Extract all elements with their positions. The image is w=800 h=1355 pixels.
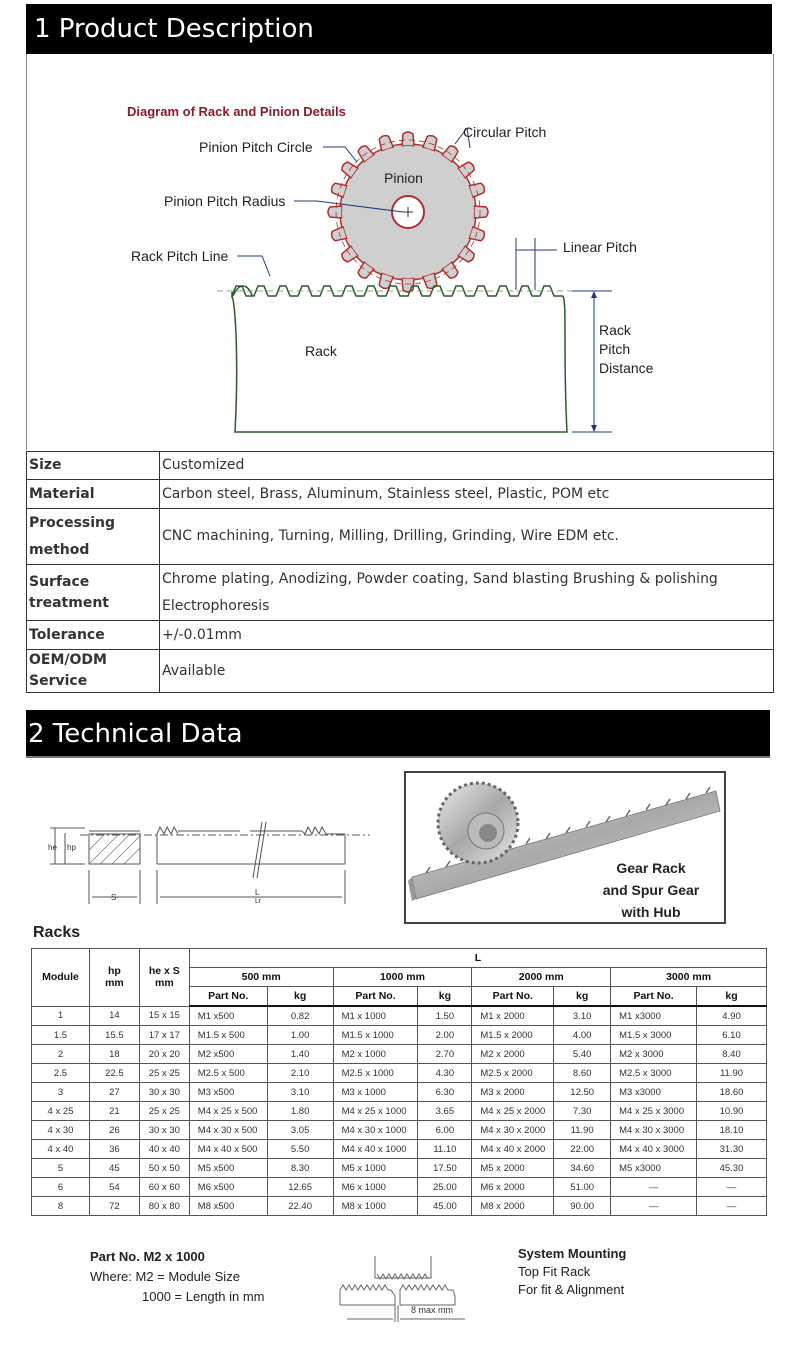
rack-cell-p1000: M2.5 x 1000 bbox=[333, 1064, 418, 1083]
rack-row bbox=[32, 1006, 767, 1026]
rack-cell-p500: M4 x 30 x 500 bbox=[189, 1121, 267, 1140]
col-hes bbox=[139, 949, 189, 1007]
rack-cell-p1000: M4 x 25 x 1000 bbox=[333, 1102, 418, 1121]
rack-cell-p2000: M1 x 2000 bbox=[472, 1006, 554, 1026]
col-1000mm: 1000 mm bbox=[333, 968, 472, 987]
rack-cell-p500: M4 x 40 x 500 bbox=[189, 1140, 267, 1159]
rack-cell-module: 2 bbox=[32, 1045, 90, 1064]
rack-cell-p1000: M3 x 1000 bbox=[333, 1083, 418, 1102]
mounting-gap-label: 8 max mm bbox=[411, 1305, 454, 1315]
rack-cell-module: 3 bbox=[32, 1083, 90, 1102]
rack-cell-k3000: 18.10 bbox=[697, 1121, 767, 1140]
col-hes-label: he x S bbox=[148, 965, 180, 978]
racks-title: Racks bbox=[33, 924, 81, 941]
rack-cell-hes: 25 x 25 bbox=[139, 1064, 189, 1083]
rack-cell-p3000: M2.5 x 3000 bbox=[611, 1064, 697, 1083]
rack-cell-p500: M8 x500 bbox=[189, 1197, 267, 1216]
rack-cell-module: 8 bbox=[32, 1197, 90, 1216]
col-module: Module bbox=[32, 949, 90, 1007]
mounting-title: System Mounting bbox=[518, 1246, 627, 1261]
spec-key: Size bbox=[27, 452, 160, 480]
rack-cell-k2000: 22.00 bbox=[554, 1140, 611, 1159]
caption-line3: with Hub bbox=[621, 904, 681, 920]
label-circular-pitch: Circular Pitch bbox=[463, 124, 547, 140]
spec-key: Surface treatment bbox=[27, 565, 160, 621]
rack-cell-k500: 3.10 bbox=[267, 1083, 333, 1102]
rack-cell-hes: 15 x 15 bbox=[139, 1006, 189, 1026]
caption-line2: and Spur Gear bbox=[602, 882, 700, 898]
spec-value: CNC machining, Turning, Milling, Drilling, Grinding, Wire EDM etc. bbox=[160, 509, 774, 565]
rack-cell-k500: 5.50 bbox=[267, 1140, 333, 1159]
col-kg: kg bbox=[267, 987, 333, 1007]
rack-cell-k500: 1.00 bbox=[267, 1026, 333, 1045]
rack-cell-hes: 20 x 20 bbox=[139, 1045, 189, 1064]
rack-row bbox=[32, 1064, 767, 1083]
rack-cell-k1000: 11.10 bbox=[418, 1140, 472, 1159]
rack-cell-hp: 21 bbox=[89, 1102, 139, 1121]
rack-cell-p2000: M1.5 x 2000 bbox=[472, 1026, 554, 1045]
rack-cell-hes: 30 x 30 bbox=[139, 1083, 189, 1102]
rack-cell-k1000: 45.00 bbox=[418, 1197, 472, 1216]
rack-row bbox=[32, 1140, 767, 1159]
rack-cell-k1000: 1.50 bbox=[418, 1006, 472, 1026]
rack-row bbox=[32, 1121, 767, 1140]
mounting-drawing bbox=[335, 1250, 475, 1330]
rack-cell-p3000: M4 x 25 x 3000 bbox=[611, 1102, 697, 1121]
rack-cell-k2000: 90.00 bbox=[554, 1197, 611, 1216]
rack-row bbox=[32, 1178, 767, 1197]
rack-cell-p3000: M4 x 40 x 3000 bbox=[611, 1140, 697, 1159]
spec-row bbox=[27, 650, 774, 693]
col-hes-unit: mm bbox=[154, 977, 174, 990]
mounting-graphic bbox=[335, 1250, 475, 1330]
spec-value: Carbon steel, Brass, Aluminum, Stainless steel, Plastic, POM etc bbox=[160, 480, 774, 509]
col-L: L bbox=[189, 949, 766, 968]
col-part-no: Part No. bbox=[333, 987, 418, 1007]
rack-cell-hp: 27 bbox=[89, 1083, 139, 1102]
rack-cell-k2000: 8.60 bbox=[554, 1064, 611, 1083]
rack-cell-k1000: 3.65 bbox=[418, 1102, 472, 1121]
rack-cell-hp: 26 bbox=[89, 1121, 139, 1140]
rack-row bbox=[32, 1159, 767, 1178]
spec-row bbox=[27, 452, 774, 480]
rack-cell-p500: M3 x500 bbox=[189, 1083, 267, 1102]
rack-row bbox=[32, 1045, 767, 1064]
col-500mm: 500 mm bbox=[189, 968, 333, 987]
diagram-title: Diagram of Rack and Pinion Details bbox=[127, 104, 346, 119]
rack-cell-hp: 45 bbox=[89, 1159, 139, 1178]
spec-row bbox=[27, 480, 774, 509]
rack-cell-k3000: 18.60 bbox=[697, 1083, 767, 1102]
section-header-technical-data bbox=[26, 710, 770, 758]
dim-lr: Lr bbox=[255, 898, 262, 905]
col-kg: kg bbox=[554, 987, 611, 1007]
rack-cell-hp: 72 bbox=[89, 1197, 139, 1216]
rack-cell-k1000: 2.70 bbox=[418, 1045, 472, 1064]
rack-dimension-drawing bbox=[40, 800, 380, 915]
rack-cell-p500: M2.5 x 500 bbox=[189, 1064, 267, 1083]
rack-cell-p3000: M1.5 x 3000 bbox=[611, 1026, 697, 1045]
col-2000mm: 2000 mm bbox=[472, 968, 611, 987]
rack-cell-k500: 1.40 bbox=[267, 1045, 333, 1064]
rack-cell-p3000: M4 x 30 x 3000 bbox=[611, 1121, 697, 1140]
spec-key: Material bbox=[27, 480, 160, 509]
spec-key: Processing method bbox=[27, 509, 160, 565]
rack-cell-k3000: — bbox=[697, 1178, 767, 1197]
rack-cell-hp: 36 bbox=[89, 1140, 139, 1159]
rack-cell-k2000: 11.90 bbox=[554, 1121, 611, 1140]
label-rack-pitch-distance-line3: Distance bbox=[599, 360, 654, 376]
dim-hp: hp bbox=[67, 843, 76, 852]
col-part-no: Part No. bbox=[189, 987, 267, 1007]
col-part-no: Part No. bbox=[472, 987, 554, 1007]
rack-cell-p1000: M6 x 1000 bbox=[333, 1178, 418, 1197]
spec-key: OEM/ODM Service bbox=[27, 650, 160, 693]
rack-cell-p1000: M2 x 1000 bbox=[333, 1045, 418, 1064]
section-header-product-description bbox=[26, 4, 772, 54]
rack-cell-p500: M1.5 x 500 bbox=[189, 1026, 267, 1045]
racks-table bbox=[31, 948, 767, 1216]
rack-cell-module: 4 x 25 bbox=[32, 1102, 90, 1121]
rack-cell-k1000: 4.30 bbox=[418, 1064, 472, 1083]
rack-cell-p3000: — bbox=[611, 1178, 697, 1197]
rack-row bbox=[32, 1102, 767, 1121]
label-pinion-pitch-radius: Pinion Pitch Radius bbox=[164, 193, 286, 209]
rack-cell-k500: 1.80 bbox=[267, 1102, 333, 1121]
rack-cell-p500: M4 x 25 x 500 bbox=[189, 1102, 267, 1121]
spec-row bbox=[27, 509, 774, 565]
rack-cell-p500: M2 x500 bbox=[189, 1045, 267, 1064]
rack-cell-p2000: M4 x 40 x 2000 bbox=[472, 1140, 554, 1159]
label-rack-pitch-distance bbox=[599, 321, 653, 378]
rack-cell-hes: 25 x 25 bbox=[139, 1102, 189, 1121]
spec-row bbox=[27, 565, 774, 621]
rack-row bbox=[32, 1026, 767, 1045]
spec-table bbox=[26, 451, 774, 693]
rack-cell-p500: M5 x500 bbox=[189, 1159, 267, 1178]
mounting-line1: Top Fit Rack bbox=[518, 1264, 591, 1279]
rack-cell-k500: 12.65 bbox=[267, 1178, 333, 1197]
rack-cell-k1000: 17.50 bbox=[418, 1159, 472, 1178]
spec-value: Available bbox=[160, 650, 774, 693]
rack-cell-k1000: 6.30 bbox=[418, 1083, 472, 1102]
rack-cell-p2000: M2 x 2000 bbox=[472, 1045, 554, 1064]
rack-cell-p2000: M2.5 x 2000 bbox=[472, 1064, 554, 1083]
col-part-no: Part No. bbox=[611, 987, 697, 1007]
rack-cell-p2000: M5 x 2000 bbox=[472, 1159, 554, 1178]
rack-cell-p3000: — bbox=[611, 1197, 697, 1216]
col-hp-label: hp bbox=[108, 965, 121, 978]
rack-cell-k500: 22.40 bbox=[267, 1197, 333, 1216]
section-title: 1 Product Description bbox=[34, 14, 314, 44]
rack-cell-k500: 2.10 bbox=[267, 1064, 333, 1083]
rack-cell-k2000: 51.00 bbox=[554, 1178, 611, 1197]
racks-table-body bbox=[32, 1006, 767, 1216]
rack-cell-k500: 8.30 bbox=[267, 1159, 333, 1178]
rack-cell-hp: 18 bbox=[89, 1045, 139, 1064]
rack-cell-p3000: M5 x3000 bbox=[611, 1159, 697, 1178]
label-rack-pitch-line: Rack Pitch Line bbox=[131, 248, 229, 264]
rack-cell-p1000: M4 x 40 x 1000 bbox=[333, 1140, 418, 1159]
label-rack: Rack bbox=[305, 343, 337, 359]
rack-cell-k3000: 8.40 bbox=[697, 1045, 767, 1064]
rack-cell-p3000: M3 x3000 bbox=[611, 1083, 697, 1102]
rack-cell-k2000: 3.10 bbox=[554, 1006, 611, 1026]
rack-cell-p3000: M2 x 3000 bbox=[611, 1045, 697, 1064]
rack-cell-k1000: 2.00 bbox=[418, 1026, 472, 1045]
rack-cell-module: 2.5 bbox=[32, 1064, 90, 1083]
mounting-line2: For fit & Alignment bbox=[518, 1282, 625, 1297]
rack-cell-module: 5 bbox=[32, 1159, 90, 1178]
label-rack-pitch-distance-line2: Pitch bbox=[599, 341, 631, 357]
rack-cell-p1000: M4 x 30 x 1000 bbox=[333, 1121, 418, 1140]
rack-cell-hp: 14 bbox=[89, 1006, 139, 1026]
rack-cell-p2000: M4 x 25 x 2000 bbox=[472, 1102, 554, 1121]
rack-cell-k2000: 5.40 bbox=[554, 1045, 611, 1064]
rack-cell-k500: 3.05 bbox=[267, 1121, 333, 1140]
caption-line1: Gear Rack bbox=[616, 860, 686, 876]
dim-s: S bbox=[111, 893, 117, 902]
section-title: 2 Technical Data bbox=[28, 719, 243, 749]
rack-cell-k1000: 25.00 bbox=[418, 1178, 472, 1197]
rack-cell-hes: 50 x 50 bbox=[139, 1159, 189, 1178]
gear-rack-photo bbox=[404, 771, 726, 924]
label-pinion: Pinion bbox=[384, 170, 423, 186]
spec-value: +/-0.01mm bbox=[160, 621, 774, 650]
spec-row bbox=[27, 621, 774, 650]
rack-cell-hp: 15.5 bbox=[89, 1026, 139, 1045]
rack-cell-k3000: 10.90 bbox=[697, 1102, 767, 1121]
rack-cell-k3000: 45.30 bbox=[697, 1159, 767, 1178]
rack-cell-k2000: 4.00 bbox=[554, 1026, 611, 1045]
rack-cell-module: 1.5 bbox=[32, 1026, 90, 1045]
label-pinion-pitch-circle: Pinion Pitch Circle bbox=[199, 139, 313, 155]
dim-l: L bbox=[255, 888, 260, 897]
rack-cell-p500: M6 x500 bbox=[189, 1178, 267, 1197]
rack-cell-k1000: 6.00 bbox=[418, 1121, 472, 1140]
part-note-title: Part No. M2 x 1000 bbox=[90, 1249, 205, 1264]
rack-cell-k3000: 31.30 bbox=[697, 1140, 767, 1159]
rack-cell-p2000: M4 x 30 x 2000 bbox=[472, 1121, 554, 1140]
rack-dimension-graphic bbox=[40, 800, 380, 915]
col-kg: kg bbox=[418, 987, 472, 1007]
rack-cell-module: 6 bbox=[32, 1178, 90, 1197]
rack-cell-p2000: M3 x 2000 bbox=[472, 1083, 554, 1102]
rack-cell-hes: 40 x 40 bbox=[139, 1140, 189, 1159]
rack-cell-k3000: — bbox=[697, 1197, 767, 1216]
col-hp-unit: mm bbox=[105, 977, 124, 990]
rack-cell-k3000: 6.10 bbox=[697, 1026, 767, 1045]
rack-cell-k3000: 4.90 bbox=[697, 1006, 767, 1026]
rack-cell-p3000: M1 x3000 bbox=[611, 1006, 697, 1026]
rack-cell-hes: 30 x 30 bbox=[139, 1121, 189, 1140]
spec-value: Chrome plating, Anodizing, Powder coating, Sand blasting Brushing & polishing Electrophoresis bbox=[160, 565, 774, 621]
rack-cell-k3000: 11.90 bbox=[697, 1064, 767, 1083]
rack-cell-hp: 54 bbox=[89, 1178, 139, 1197]
label-rack-pitch-distance-line1: Rack bbox=[599, 322, 631, 338]
dim-he: he bbox=[48, 843, 57, 852]
part-note-line1: Where: M2 = Module Size bbox=[90, 1269, 240, 1284]
rack-cell-p1000: M1.5 x 1000 bbox=[333, 1026, 418, 1045]
col-3000mm: 3000 mm bbox=[611, 968, 767, 987]
rack-cell-module: 4 x 40 bbox=[32, 1140, 90, 1159]
rack-cell-hes: 60 x 60 bbox=[139, 1178, 189, 1197]
spec-key: Tolerance bbox=[27, 621, 160, 650]
rack-cell-hp: 22.5 bbox=[89, 1064, 139, 1083]
system-mounting-note bbox=[518, 1245, 626, 1299]
rack-row bbox=[32, 1083, 767, 1102]
col-hp bbox=[89, 949, 139, 1007]
rack-cell-hes: 17 x 17 bbox=[139, 1026, 189, 1045]
rack-cell-hes: 80 x 80 bbox=[139, 1197, 189, 1216]
rack-cell-p500: M1 x500 bbox=[189, 1006, 267, 1026]
rack-cell-p1000: M1 x 1000 bbox=[333, 1006, 418, 1026]
spec-value: Customized bbox=[160, 452, 774, 480]
col-kg: kg bbox=[697, 987, 767, 1007]
rack-cell-k500: 0.82 bbox=[267, 1006, 333, 1026]
label-linear-pitch: Linear Pitch bbox=[563, 239, 637, 255]
rack-cell-p2000: M8 x 2000 bbox=[472, 1197, 554, 1216]
part-note-line2: 1000 = Length in mm bbox=[142, 1289, 265, 1304]
rack-cell-p1000: M5 x 1000 bbox=[333, 1159, 418, 1178]
rack-cell-p2000: M6 x 2000 bbox=[472, 1178, 554, 1197]
rack-row bbox=[32, 1197, 767, 1216]
rack-cell-k2000: 12.50 bbox=[554, 1083, 611, 1102]
rack-cell-module: 4 x 30 bbox=[32, 1121, 90, 1140]
rack-cell-p1000: M8 x 1000 bbox=[333, 1197, 418, 1216]
rack-cell-module: 1 bbox=[32, 1006, 90, 1026]
rack-cell-k2000: 34.60 bbox=[554, 1159, 611, 1178]
rack-pinion-diagram bbox=[26, 54, 774, 450]
part-number-note bbox=[90, 1247, 265, 1307]
rack-cell-k2000: 7.30 bbox=[554, 1102, 611, 1121]
photo-caption bbox=[586, 857, 716, 923]
